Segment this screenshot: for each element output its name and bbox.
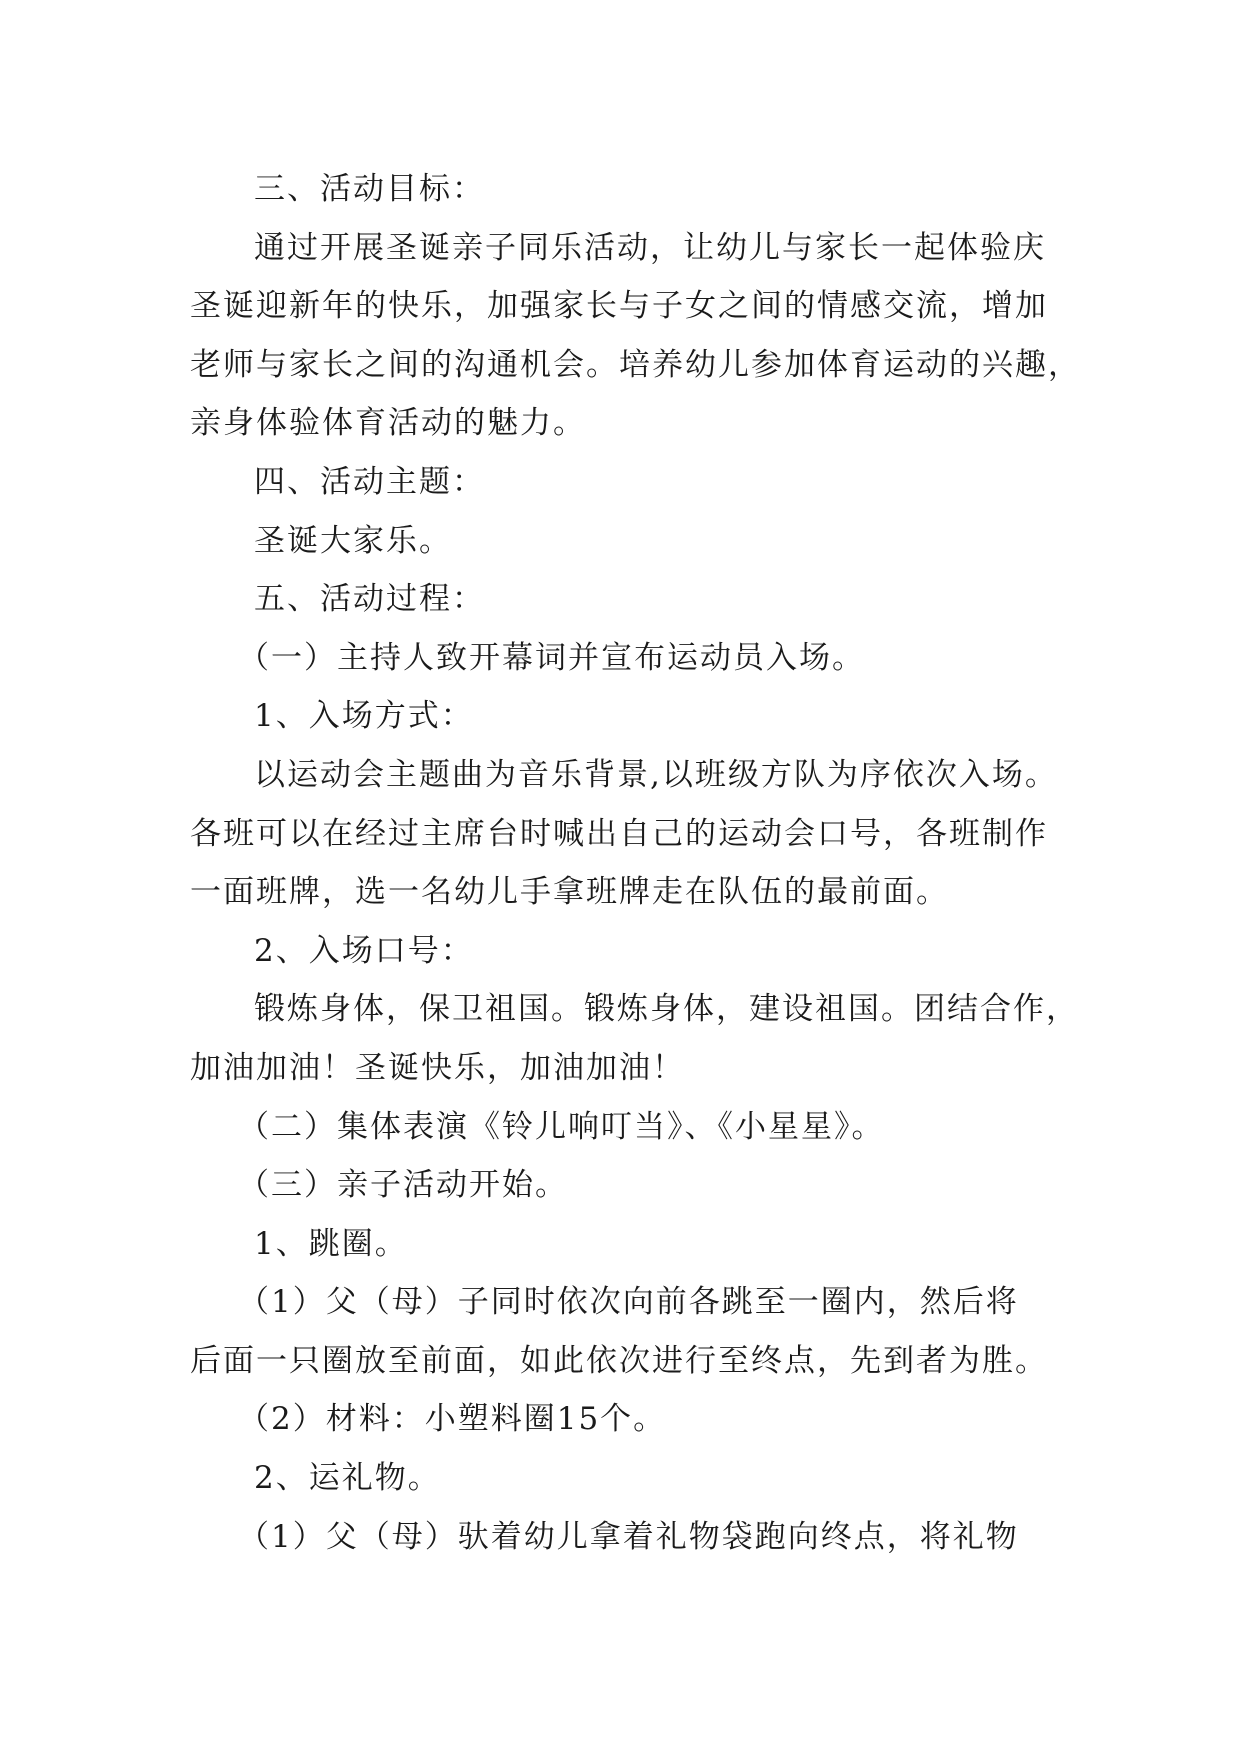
subsection-heading: （三）亲子活动开始。 — [238, 1167, 568, 1204]
document-body — [190, 160, 1081, 1566]
paragraph-line: 圣诞大家乐。 — [254, 522, 452, 559]
list-item-heading: 1、跳圈。 — [254, 1225, 408, 1262]
subsection-heading: （二）集体表演《铃儿响叮当》、《小星星》。 — [238, 1108, 885, 1145]
paragraph-line: 后面一只圈放至前面，如此依次进行至终点，先到者为胜。 — [190, 1342, 1048, 1379]
list-item-heading: 2、入场口号： — [254, 932, 474, 969]
paragraph-line: 以运动会主题曲为音乐背景,以班级方队为序依次入场。 — [254, 756, 1058, 793]
paragraph-line: （1）父（母）子同时依次向前各跳至一圈内，然后将 — [238, 1284, 1019, 1321]
paragraph-line: 亲身体验体育活动的魅力。 — [190, 405, 586, 442]
paragraph-line: （1）父（母）驮着幼儿拿着礼物袋跑向终点，将礼物 — [238, 1518, 1019, 1555]
subsection-heading: （一）主持人致开幕词并宣布运动员入场。 — [238, 639, 865, 676]
list-item-heading: 2、运礼物。 — [254, 1460, 441, 1497]
section-heading-goals: 三、活动目标： — [254, 171, 485, 207]
paragraph-line: 一面班牌，选一名幼儿手拿班牌走在队伍的最前面。 — [190, 874, 949, 911]
paragraph-line: 老师与家长之间的沟通机会。培养幼儿参加体育运动的兴趣， — [190, 346, 1081, 383]
section-heading-theme: 四、活动主题： — [254, 463, 485, 500]
list-item-heading: 1、入场方式： — [254, 698, 474, 735]
paragraph-line: 锻炼身体，保卫祖国。锻炼身体，建设祖国。团结合作， — [254, 991, 1079, 1028]
paragraph-line: 加油加油！圣诞快乐，加油加油！ — [190, 1049, 685, 1086]
section-heading-process: 五、活动过程： — [254, 581, 485, 618]
paragraph-line: 圣诞迎新年的快乐，加强家长与子女之间的情感交流，增加 — [190, 288, 1048, 325]
paragraph-line: 通过开展圣诞亲子同乐活动，让幼儿与家长一起体验庆 — [254, 229, 1046, 266]
paragraph-line: 各班可以在经过主席台时喊出自己的运动会口号，各班制作 — [190, 815, 1048, 852]
paragraph-line: （2）材料：小塑料圈15个。 — [238, 1401, 667, 1438]
